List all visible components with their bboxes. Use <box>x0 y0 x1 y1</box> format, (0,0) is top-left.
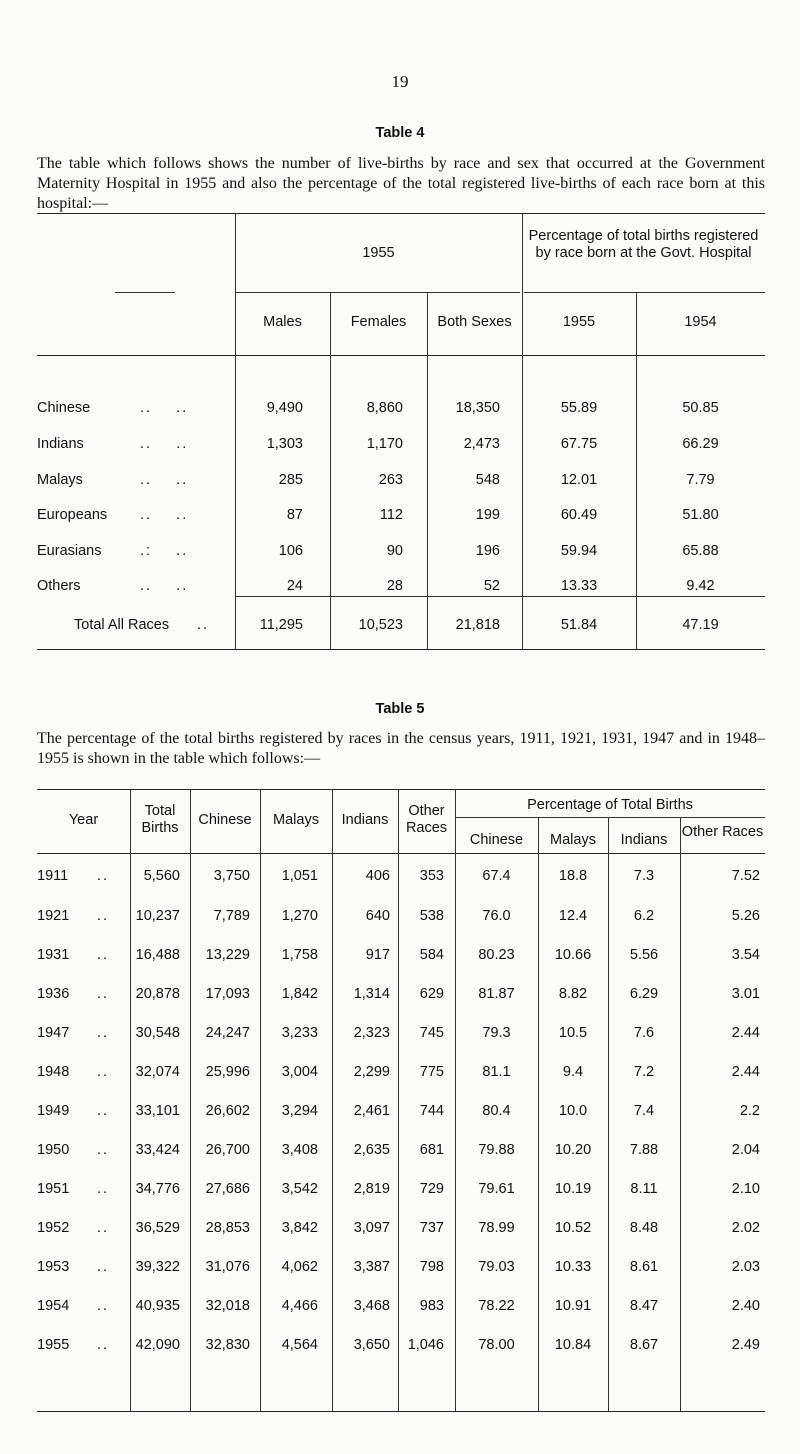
pct-chinese-value: 80.23 <box>478 947 515 963</box>
pct-other-races-value: 2.02 <box>731 1220 760 1236</box>
year-value: 1911 <box>37 868 69 884</box>
indians-value: 2,461 <box>353 1103 390 1119</box>
total-births-value: 10,237 <box>135 908 180 924</box>
males-value: 106 <box>278 543 303 559</box>
table-5-header-malays: Malays <box>273 812 319 828</box>
pct-indians-value: 8.11 <box>630 1181 658 1197</box>
table-4-top-rule <box>37 213 765 214</box>
other-races-value: 353 <box>419 868 444 884</box>
pct-other-races-value: 2.03 <box>731 1259 760 1275</box>
pct-1955-value: 67.75 <box>560 436 598 452</box>
pct-chinese-value: 78.22 <box>478 1298 515 1314</box>
pct-1955-value: 13.33 <box>560 578 598 594</box>
pct-indians-value: 7.3 <box>633 868 655 884</box>
table-4-header-females: Females <box>350 314 407 330</box>
pct-other-races-value: 7.52 <box>731 868 760 884</box>
females-value: 1,170 <box>366 436 403 452</box>
page-number: 19 <box>391 72 409 91</box>
other-races-value: 1,046 <box>407 1337 444 1353</box>
both-sexes-value: 2,473 <box>463 436 500 452</box>
pct-1955-value: 55.89 <box>560 400 598 416</box>
malays-value: 4,062 <box>281 1259 318 1275</box>
pct-1954-value: 66.29 <box>682 436 719 452</box>
table-4-stub-mark <box>115 292 175 293</box>
table-4-bottom-rule <box>37 649 765 650</box>
other-races-value: 983 <box>419 1298 444 1314</box>
pct-malays-value: 10.66 <box>554 947 592 963</box>
pct-1954-value: 50.85 <box>682 400 719 416</box>
year-value: 1950 <box>37 1142 70 1158</box>
malays-value: 1,758 <box>281 947 318 963</box>
indians-value: 640 <box>365 908 390 924</box>
chinese-value: 32,018 <box>205 1298 250 1314</box>
table-5-header-percentage: Percentage of Total Births <box>527 797 693 813</box>
females-value: 28 <box>386 578 403 594</box>
pct-malays-value: 10.33 <box>554 1259 592 1275</box>
indians-value: 3,468 <box>353 1298 390 1314</box>
other-races-value: 538 <box>419 908 444 924</box>
other-races-value: 745 <box>419 1025 444 1041</box>
pct-chinese-value: 81.1 <box>482 1064 511 1080</box>
chinese-value: 32,830 <box>205 1337 250 1353</box>
pct-indians-value: 8.47 <box>629 1298 659 1314</box>
table-5-header-year: Year <box>68 812 99 828</box>
year-value: 1949 <box>37 1103 70 1119</box>
pct-1955-value: 59.94 <box>560 543 598 559</box>
other-races-value: 681 <box>419 1142 444 1158</box>
total-pct-1954-value: 47.19 <box>682 617 719 633</box>
both-sexes-value: 548 <box>475 472 500 488</box>
chinese-value: 24,247 <box>205 1025 250 1041</box>
total-both-sexes-value: 21,818 <box>455 617 500 633</box>
pct-malays-value: 10.0 <box>558 1103 588 1119</box>
pct-other-races-value: 2.10 <box>731 1181 760 1197</box>
males-value: 285 <box>278 472 303 488</box>
table-4-pct-underline <box>524 292 765 293</box>
total-females-value: 10,523 <box>358 617 403 633</box>
race-name: Europeans <box>37 507 108 523</box>
table-4-divider <box>636 292 637 649</box>
chinese-value: 27,686 <box>205 1181 250 1197</box>
pct-malays-value: 9.4 <box>562 1064 584 1080</box>
chinese-value: 25,996 <box>205 1064 250 1080</box>
pct-other-races-value: 2.04 <box>731 1142 760 1158</box>
other-races-value: 737 <box>419 1220 444 1236</box>
pct-indians-value: 7.4 <box>633 1103 655 1119</box>
females-value: 263 <box>378 472 403 488</box>
year-value: 1952 <box>37 1220 70 1236</box>
table-5-top-rule <box>37 789 765 790</box>
indians-value: 3,097 <box>353 1220 390 1236</box>
table-4-title: Table 4 <box>375 125 425 141</box>
indians-value: 3,387 <box>353 1259 390 1275</box>
total-births-value: 34,776 <box>135 1181 180 1197</box>
indians-value: 2,819 <box>353 1181 390 1197</box>
table-4-header-percentage: Percentage of total births registered by race born at the Govt. Hospital <box>528 228 759 261</box>
males-value: 1,303 <box>266 436 303 452</box>
pct-chinese-value: 79.88 <box>478 1142 515 1158</box>
pct-indians-value: 8.67 <box>629 1337 659 1353</box>
chinese-value: 17,093 <box>205 986 250 1002</box>
pct-1955-value: 12.01 <box>560 472 598 488</box>
pct-chinese-value: 81.87 <box>478 986 515 1002</box>
table-4-total-rule <box>235 596 765 597</box>
year-value: 1947 <box>37 1025 70 1041</box>
table-4-header-pct-1955: 1955 <box>562 314 596 330</box>
chinese-value: 26,602 <box>205 1103 250 1119</box>
pct-malays-value: 10.84 <box>554 1337 592 1353</box>
females-value: 8,860 <box>366 400 403 416</box>
pct-1954-value: 9.42 <box>686 578 715 594</box>
table-4-header-rule <box>37 355 765 356</box>
pct-chinese-value: 78.00 <box>478 1337 515 1353</box>
chinese-value: 26,700 <box>205 1142 250 1158</box>
table-4-divider <box>427 292 428 649</box>
race-name: Malays <box>37 472 83 488</box>
race-name: Others <box>37 578 81 594</box>
indians-value: 2,323 <box>353 1025 390 1041</box>
pct-malays-value: 10.5 <box>558 1025 588 1041</box>
table-4-header-pct-1954: 1954 <box>684 314 717 330</box>
pct-1954-value: 51.80 <box>682 507 719 523</box>
males-value: 24 <box>286 578 303 594</box>
pct-chinese-value: 78.99 <box>478 1220 515 1236</box>
table-4-group-underline <box>235 292 520 293</box>
malays-value: 3,233 <box>281 1025 318 1041</box>
table-5-group-underline <box>455 817 765 818</box>
year-value: 1951 <box>37 1181 70 1197</box>
race-name: Indians <box>37 436 84 452</box>
pct-malays-value: 8.82 <box>558 986 588 1002</box>
other-races-value: 729 <box>419 1181 444 1197</box>
pct-other-races-value: 5.26 <box>731 908 760 924</box>
table-5-header-chinese: Chinese <box>198 812 252 828</box>
pct-chinese-value: 79.03 <box>478 1259 515 1275</box>
indians-value: 2,299 <box>353 1064 390 1080</box>
pct-chinese-value: 80.4 <box>482 1103 511 1119</box>
race-name: Eurasians <box>37 543 102 559</box>
malays-value: 4,466 <box>281 1298 318 1314</box>
total-births-value: 33,101 <box>135 1103 180 1119</box>
chinese-value: 3,750 <box>213 868 250 884</box>
malays-value: 3,408 <box>281 1142 318 1158</box>
pct-1954-value: 7.79 <box>686 472 715 488</box>
males-value: 9,490 <box>266 400 303 416</box>
both-sexes-value: 199 <box>475 507 500 523</box>
pct-malays-value: 10.91 <box>554 1298 592 1314</box>
total-births-value: 33,424 <box>135 1142 180 1158</box>
indians-value: 917 <box>365 947 390 963</box>
other-races-value: 775 <box>419 1064 444 1080</box>
other-races-value: 629 <box>419 986 444 1002</box>
table-4-intro: The table which follows shows the number of live-births by race and sex that occurred at the Government Maternity Hospital in 1955 and also the percentage of the total registered live-births of each race born at this hospital:— <box>37 155 765 212</box>
other-races-value: 744 <box>419 1103 444 1119</box>
year-value: 1936 <box>37 986 70 1002</box>
other-races-value: 584 <box>419 947 444 963</box>
table-5-bottom-rule <box>37 1411 765 1412</box>
other-races-value: 798 <box>419 1259 444 1275</box>
pct-other-races-value: 2.40 <box>731 1298 760 1314</box>
pct-indians-value: 7.2 <box>633 1064 655 1080</box>
year-value: 1948 <box>37 1064 70 1080</box>
total-births-value: 16,488 <box>135 947 180 963</box>
year-value: 1954 <box>37 1298 70 1314</box>
total-pct-1955-value: 51.84 <box>560 617 598 633</box>
total-births-value: 39,322 <box>135 1259 180 1275</box>
chinese-value: 31,076 <box>205 1259 250 1275</box>
males-value: 87 <box>286 507 303 523</box>
females-value: 112 <box>379 507 403 523</box>
pct-malays-value: 10.19 <box>554 1181 592 1197</box>
pct-malays-value: 18.8 <box>558 868 588 884</box>
total-births-value: 30,548 <box>135 1025 180 1041</box>
pct-indians-value: 7.6 <box>633 1025 655 1041</box>
total-males-value: 11,295 <box>259 617 303 633</box>
table-5-intro: The percentage of the total births registered by races in the census years, 1911, 1921, 1931, 1947 and in 1948–1955 is shown in the table which follows:— <box>37 730 765 767</box>
pct-chinese-value: 76.0 <box>482 908 511 924</box>
malays-value: 3,542 <box>281 1181 318 1197</box>
pct-indians-value: 5.56 <box>629 947 659 963</box>
pct-other-races-value: 2.49 <box>731 1337 760 1353</box>
malays-value: 4,564 <box>281 1337 318 1353</box>
total-label: Total All Races <box>74 617 170 633</box>
pct-indians-value: 6.29 <box>629 986 659 1002</box>
females-value: 90 <box>386 543 403 559</box>
total-births-value: 42,090 <box>135 1337 180 1353</box>
total-births-value: 32,074 <box>135 1064 180 1080</box>
malays-value: 3,004 <box>281 1064 318 1080</box>
indians-value: 2,635 <box>353 1142 390 1158</box>
total-births-value: 5,560 <box>143 868 180 884</box>
malays-value: 1,842 <box>281 986 318 1002</box>
table-5-header-pct-other-races: Other Races <box>681 824 764 840</box>
pct-indians-value: 8.48 <box>629 1220 659 1236</box>
year-value: 1921 <box>37 908 70 924</box>
pct-other-races-value: 2.44 <box>731 1025 760 1041</box>
table-5-header-pct-chinese: Chinese <box>469 832 524 848</box>
pct-other-races-value: 2.2 <box>739 1103 760 1119</box>
malays-value: 3,842 <box>281 1220 318 1236</box>
malays-value: 1,270 <box>281 908 318 924</box>
pct-chinese-value: 79.3 <box>482 1025 511 1041</box>
table-5-header-pct-malays: Malays <box>550 832 596 848</box>
pct-chinese-value: 79.61 <box>478 1181 515 1197</box>
pct-malays-value: 12.4 <box>558 908 588 924</box>
race-name: Chinese <box>37 400 91 416</box>
table-5-header-other-races: Other Races <box>405 803 448 836</box>
total-births-value: 40,935 <box>135 1298 180 1314</box>
pct-indians-value: 7.88 <box>629 1142 659 1158</box>
table-4-header-males: Males <box>263 314 302 330</box>
pct-other-races-value: 3.54 <box>731 947 760 963</box>
table-4-header-1955: 1955 <box>362 245 395 261</box>
table-5-header-indians: Indians <box>341 812 389 828</box>
pct-1955-value: 60.49 <box>560 507 598 523</box>
pct-other-races-value: 2.44 <box>731 1064 760 1080</box>
pct-malays-value: 10.52 <box>554 1220 592 1236</box>
table-4-divider <box>330 292 331 649</box>
table-5-header-pct-indians: Indians <box>620 832 668 848</box>
pct-1954-value: 65.88 <box>682 543 719 559</box>
pct-chinese-value: 67.4 <box>482 868 511 884</box>
indians-value: 3,650 <box>353 1337 390 1353</box>
pct-malays-value: 10.20 <box>554 1142 592 1158</box>
table-5-header-total-births: Total Births <box>141 803 179 836</box>
year-value: 1955 <box>37 1337 70 1353</box>
indians-value: 406 <box>365 868 390 884</box>
table-5-title: Table 5 <box>375 701 425 717</box>
both-sexes-value: 196 <box>475 543 500 559</box>
both-sexes-value: 18,350 <box>455 400 500 416</box>
year-value: 1953 <box>37 1259 70 1275</box>
total-births-value: 36,529 <box>135 1220 180 1236</box>
indians-value: 1,314 <box>353 986 390 1002</box>
pct-indians-value: 6.2 <box>633 908 655 924</box>
year-value: 1931 <box>37 947 70 963</box>
malays-value: 3,294 <box>281 1103 318 1119</box>
malays-value: 1,051 <box>281 868 318 884</box>
table-5-header-rule <box>37 853 765 854</box>
both-sexes-value: 52 <box>483 578 500 594</box>
chinese-value: 7,789 <box>213 908 250 924</box>
chinese-value: 28,853 <box>205 1220 250 1236</box>
total-births-value: 20,878 <box>135 986 180 1002</box>
pct-other-races-value: 3.01 <box>731 986 760 1002</box>
chinese-value: 13,229 <box>205 947 250 963</box>
table-4-header-both-sexes: Both Sexes <box>437 314 512 330</box>
pct-indians-value: 8.61 <box>629 1259 659 1275</box>
